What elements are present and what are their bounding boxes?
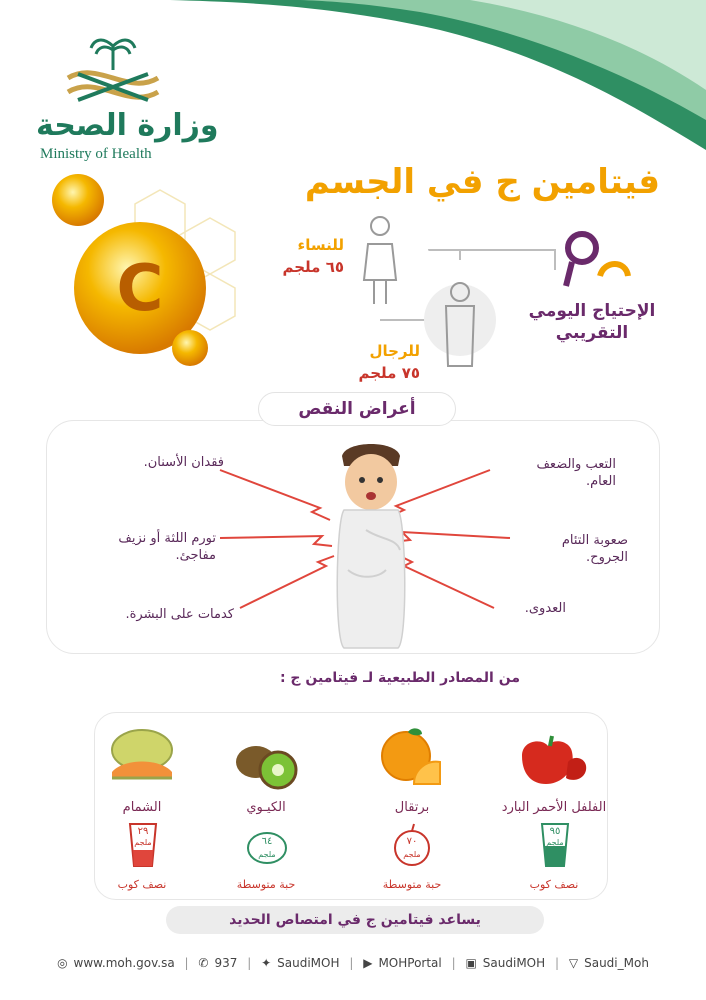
source-name-orange: برتقال (394, 800, 430, 815)
daily-need-line2: التقريبي (555, 323, 629, 343)
daily-need-line1: الإحتياج اليومي (528, 301, 656, 321)
footer-separator: | (451, 956, 456, 970)
footer-youtube[interactable]: MOHPortal (378, 956, 442, 970)
woman-icon (360, 214, 400, 306)
footer-phone[interactable]: 937 (214, 956, 238, 970)
symptom-wound-healing: صعوبة التئام الجروح. (561, 533, 628, 565)
man-icon (440, 280, 480, 372)
symptom-tooth-loss: فقدان الأسنان. (143, 455, 224, 470)
footer-website[interactable]: www.moh.gov.sa (73, 956, 175, 970)
footer-snapchat[interactable]: Saudi_Moh (584, 956, 649, 970)
portion-melon: نصف كوب (117, 878, 167, 891)
symptom-infection: العدوى. (524, 601, 566, 616)
symptom-fatigue: التعب والضعف العام. (536, 457, 616, 489)
source-name-pepper: الفلفل الأحمر البارد (501, 800, 607, 815)
melon-icon (104, 728, 180, 788)
moh-logo-icon (58, 30, 168, 106)
orange-icon (378, 728, 448, 788)
amount-kiwi: ٦٤ (261, 836, 273, 847)
iron-absorption-note: يساعد فيتامين ج في امتصاص الحديد (166, 906, 544, 934)
amount-orange: ٧٠ (406, 836, 418, 847)
men-label: للرجال (369, 342, 420, 360)
phone-icon: ✆ (198, 956, 209, 970)
sick-man-icon (326, 440, 416, 650)
red-pepper-icon (512, 732, 592, 788)
portion-pepper: نصف كوب (529, 878, 579, 891)
globe-icon: ◎ (57, 956, 68, 970)
footer-separator: | (184, 956, 189, 970)
portion-kiwi: حبة متوسطة (236, 878, 296, 891)
page-title: فيتامين ج في الجسم (304, 162, 660, 202)
logo-english: Ministry of Health (40, 146, 152, 162)
amount-melon: ٢٩ (137, 826, 149, 837)
footer-instagram[interactable]: SaudiMOH (482, 956, 546, 970)
symptom-bruises: كدمات على البشرة. (125, 607, 234, 622)
logo-arabic: وزارة الصحة (36, 108, 219, 143)
men-value: ٧٥ ملجم (358, 364, 420, 382)
unit-melon: ملجم (134, 838, 152, 847)
footer-twitter[interactable]: SaudiMOH (277, 956, 340, 970)
women-value: ٦٥ ملجم (282, 258, 344, 276)
footer-separator: | (349, 956, 354, 970)
unit-pepper: ملجم (546, 838, 564, 847)
snapchat-icon: ▽ (568, 956, 579, 970)
unit-orange: ملجم (403, 850, 421, 859)
portion-orange: حبة متوسطة (382, 878, 442, 891)
source-name-melon: الشمام (122, 800, 162, 815)
footer-separator: | (247, 956, 252, 970)
symptoms-title: أعراض النقص (258, 392, 456, 426)
sources-title: من المصادر الطبيعية لـ فيتامين ج : (279, 670, 520, 686)
source-name-kiwi: الكيـوي (246, 800, 286, 815)
kiwi-icon (232, 740, 302, 790)
amount-pepper: ٩٥ (549, 826, 561, 837)
instagram-icon: ▣ (465, 956, 477, 970)
footer (0, 956, 706, 970)
unit-kiwi: ملجم (258, 850, 276, 859)
youtube-icon: ▶ (363, 956, 373, 970)
twitter-icon: ✦ (261, 956, 272, 970)
women-label: للنساء (297, 236, 344, 254)
vitamin-letter: C (116, 252, 164, 326)
symptom-gum-bleeding: تورم اللثة أو نزيف مفاجئ. (118, 531, 216, 563)
vitamin-c-icon (40, 170, 240, 370)
footer-separator: | (554, 956, 560, 970)
daily-need-label (522, 300, 662, 344)
daily-need-icon (560, 224, 634, 290)
